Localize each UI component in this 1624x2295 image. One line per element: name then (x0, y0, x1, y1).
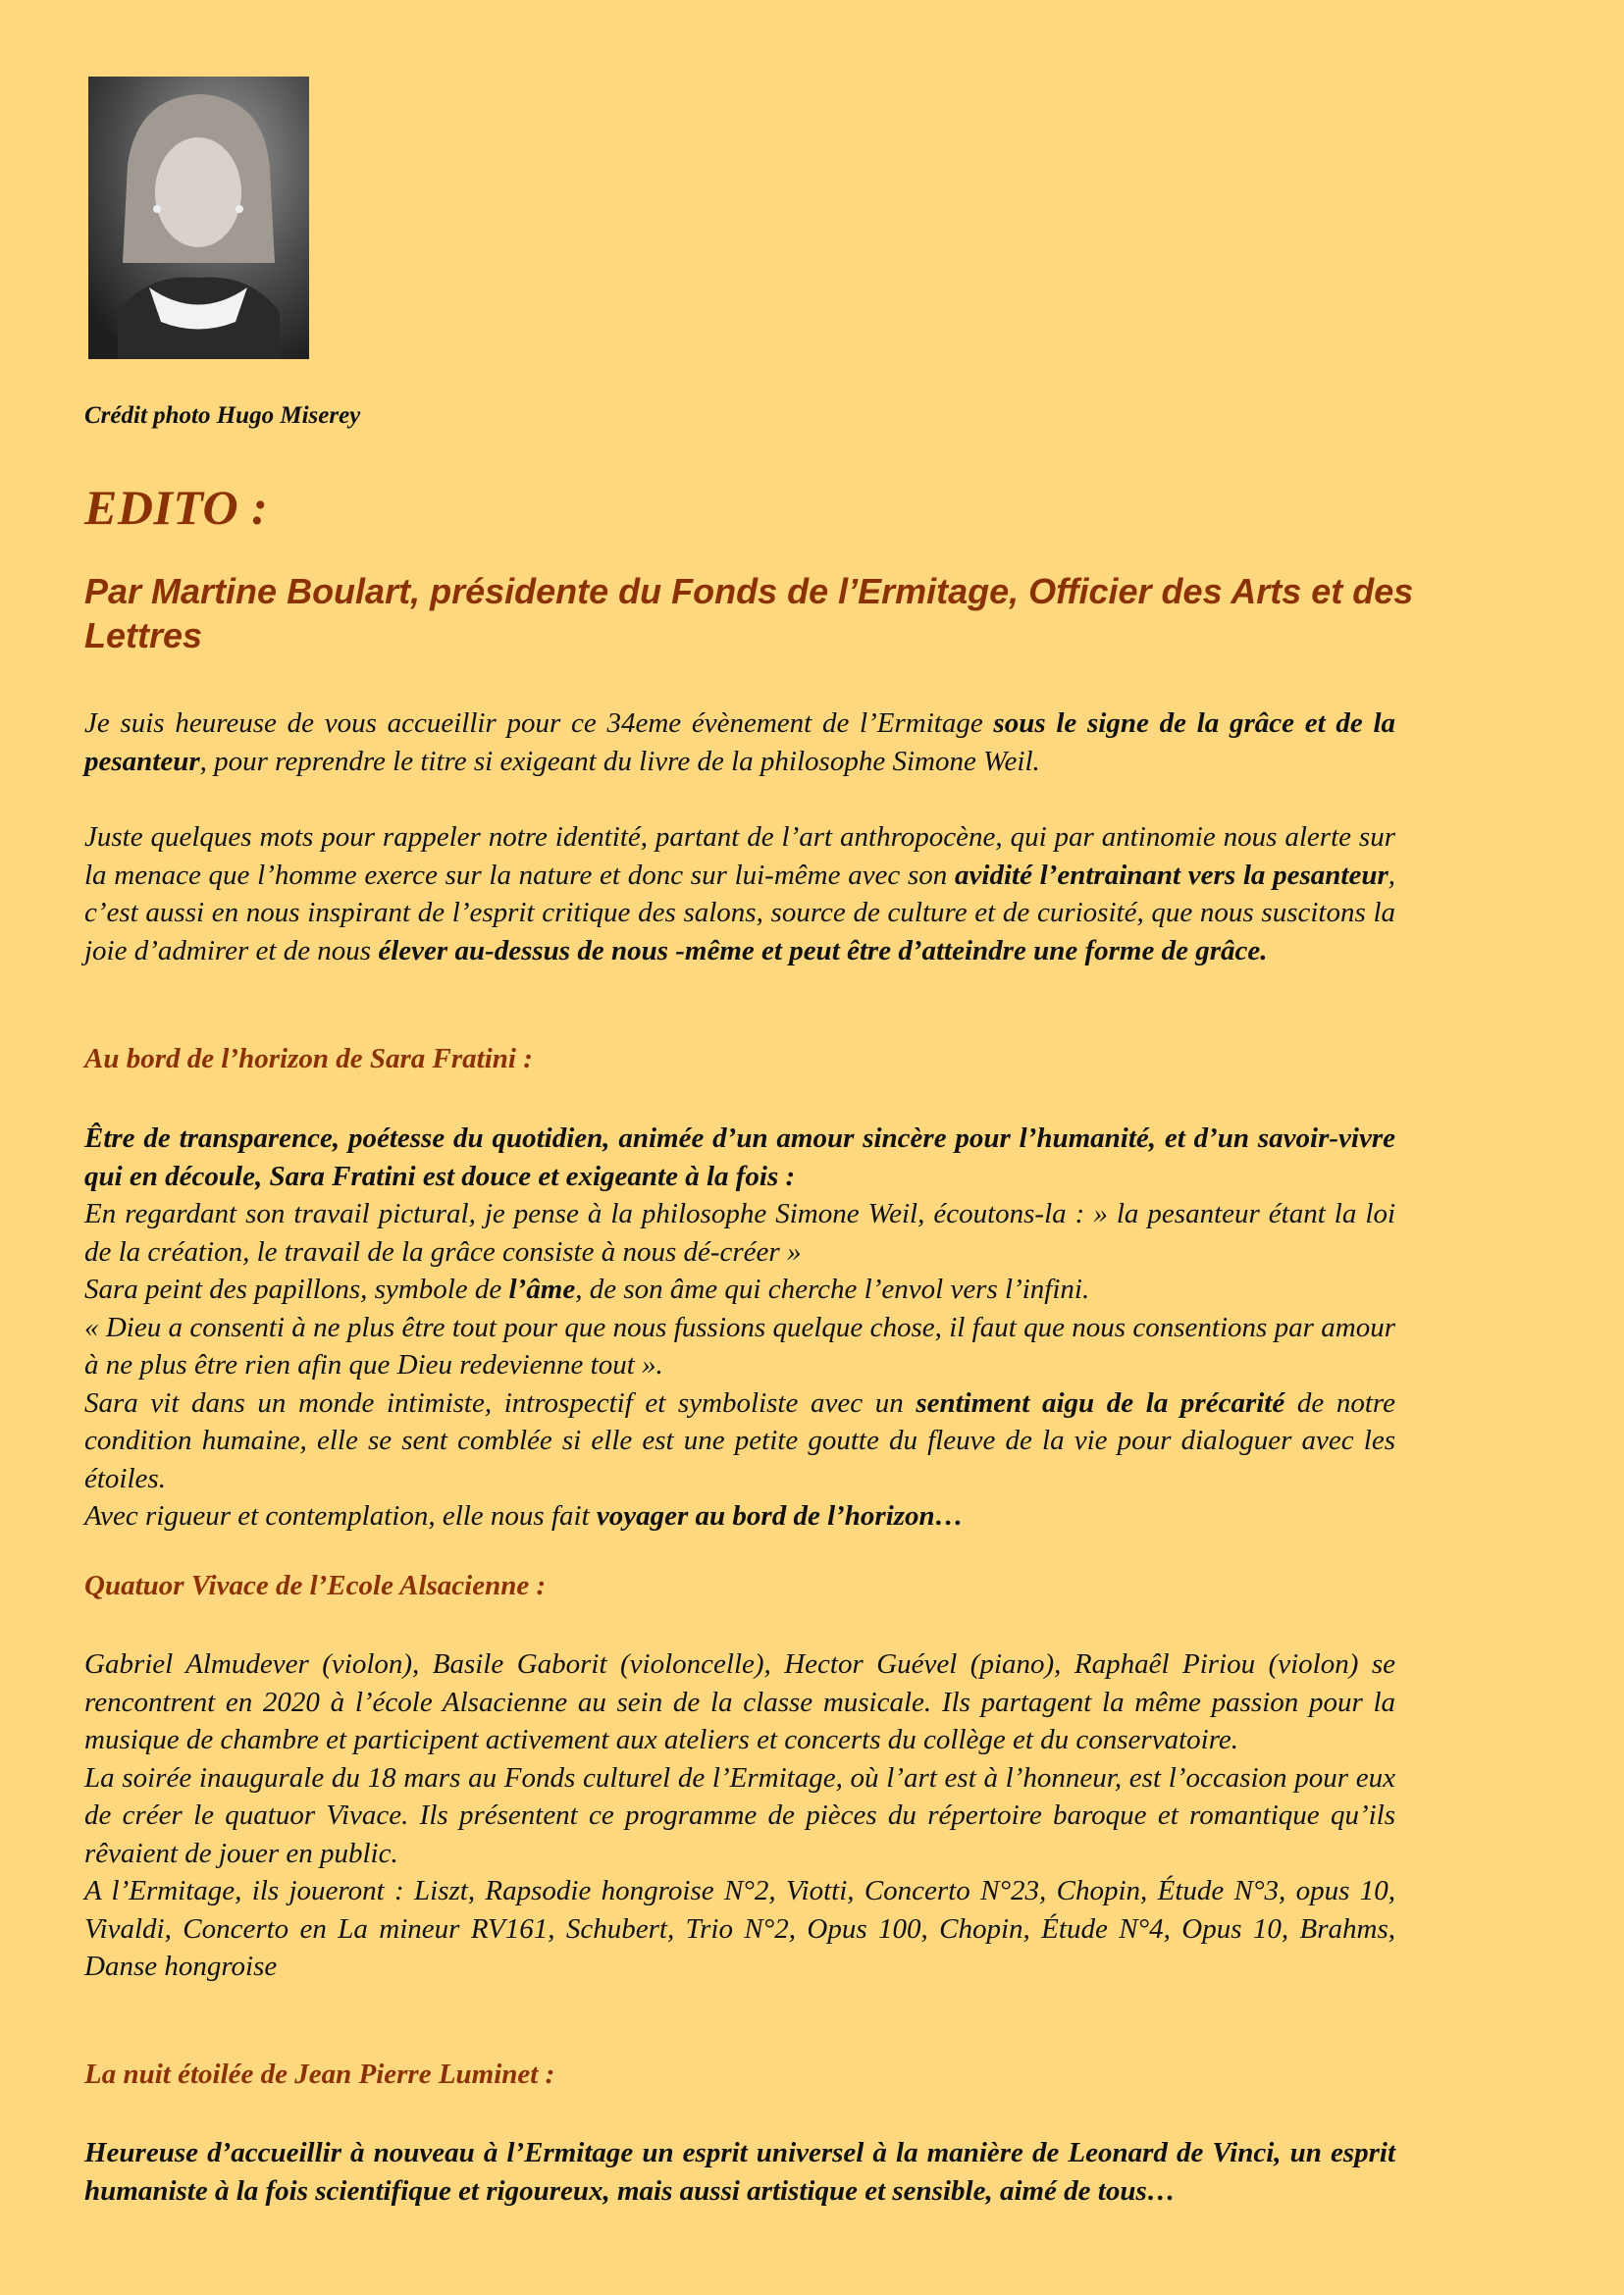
sara-lead: Être de transparence, poétesse du quotidien, animée d’un amour sincère pour l’humanité, et d’un savoir-vivre qui en découle, Sara Fratini est douce et exigeante à la fois : (84, 1122, 1395, 1192)
quatuor-paragraph-3: A l’Ermitage, ils joueront : Liszt, Rapsodie hongroise N°2, Viotti, Concerto N°23, Chopin, Étude N°3, opus 10, Vivaldi, Concerto en La mineur RV161, Schubert, Trio N°2, Opus 100, Chopin, Étude N°4, Opus 10, Brahms, Danse hongroise (84, 1875, 1395, 1982)
author-photo (88, 77, 309, 359)
section-heading-luminet: La nuit étoilée de Jean Pierre Luminet : (84, 2059, 555, 2090)
section-sara-body (84, 1120, 1395, 1536)
quatuor-paragraph-2: La soirée inaugurale du 18 mars au Fonds culturel de l’Ermitage, où l’art est à l’honneur, est l’occasion pour eux de créer le quatuor Vivace. Ils présentent ce programme de pièces du répertoire baroque et romantique qu’ils rêvaient de jouer en public. (84, 1761, 1395, 1869)
quatuor-paragraph-1: Gabriel Almudever (violon), Basile Gaborit (violoncelle), Hector Guével (piano), Raphaêl Piriou (violon) se rencontrent en 2020 à l’école Alsacienne au sein de la classe musicale. Ils partagent la même passion pour la musique de chambre et participent activement aux ateliers et concerts du collège et du conservatoire. (84, 1648, 1395, 1755)
sara-line-3: « Dieu a consenti à ne plus être tout pour que nous fussions quelque chose, il faut que nous consentions par amour à ne plus être rien afin que Dieu redevienne tout ». (84, 1311, 1395, 1381)
sara-line-2: Sara peint des papillons, symbole de l’âme, de son âme qui cherche l’envol vers l’infini. (84, 1274, 1090, 1305)
byline: Par Martine Boulart, présidente du Fonds de l’Ermitage, Officier des Arts et des Lettres (84, 571, 1414, 655)
sara-line-4: Sara vit dans un monde intimiste, introspectif et symboliste avec un sentiment aigu de la précarité de notre condition humaine, elle se sent comblée si elle est une petite goutte du fleuve de la vie pour dialoguer avec les étoiles. (84, 1386, 1395, 1494)
sara-line-5: Avec rigueur et contemplation, elle nous fait voyager au bord de l’horizon… (84, 1500, 964, 1532)
page-title: EDITO : (84, 480, 269, 535)
luminet-lead: Heureuse d’accueillir à nouveau à l’Ermitage un esprit universel à la manière de Leonard de Vinci, un esprit humaniste à la fois scientifique et rigoureux, mais aussi artistique et sensible, aimé de tous… (84, 2137, 1395, 2207)
sara-line-1: En regardant son travail pictural, je pense à la philosophe Simone Weil, écoutons-la : » la pesanteur étant la loi de la création, le travail de la grâce consiste à nous dé-créer » (84, 1198, 1395, 1268)
intro-paragraph-2: Juste quelques mots pour rappeler notre identité, partant de l’art anthropocène, qui par antinomie nous alerte sur la menace que l’homme exerce sur la nature et donc sur lui-même avec son avidité l’entrainant vers la pesanteur, c’est aussi en nous inspirant de l’esprit critique des salons, source de culture et de curiosité, que nous suscitons la joie d’admirer et de nous élever au-dessus de nous -même et peut être d’atteindre une forme de grâce. (84, 821, 1395, 966)
photo-credit: Crédit photo Hugo Miserey (84, 402, 361, 429)
section-heading-quatuor: Quatuor Vivace de l’Ecole Alsacienne : (84, 1570, 547, 1601)
section-quatuor-body (84, 1645, 1395, 1986)
intro-paragraph-1: Je suis heureuse de vous accueillir pour ce 34eme évènement de l’Ermitage sous le signe de la grâce et de la pesanteur, pour reprendre le titre si exigeant du livre de la philosophe Simone Weil. (84, 707, 1395, 777)
section-heading-sara: Au bord de l’horizon de Sara Fratini : (84, 1043, 533, 1074)
